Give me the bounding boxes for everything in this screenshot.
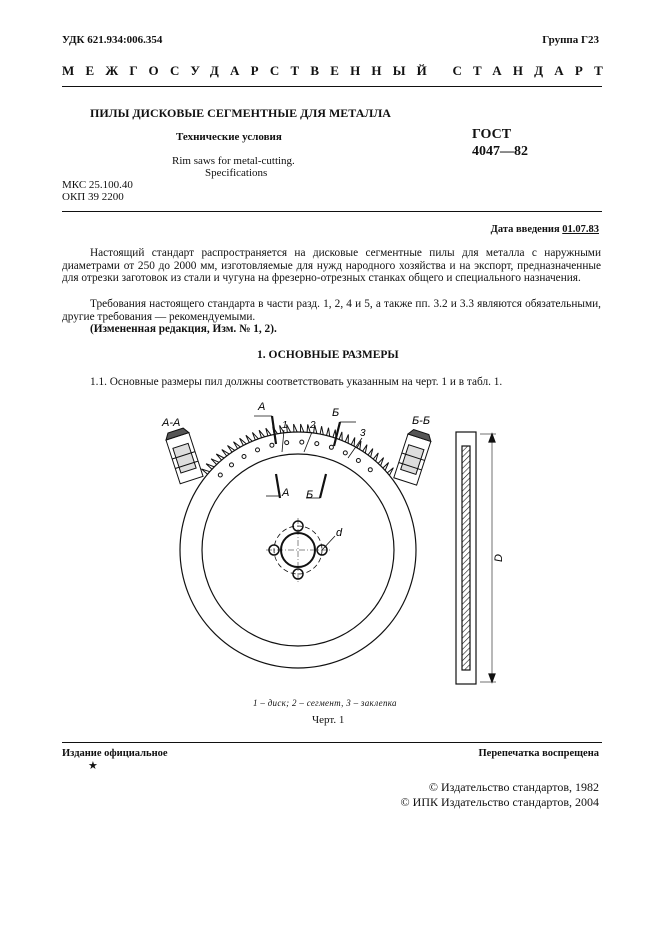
label-part-3: 3	[360, 428, 366, 439]
saw-tooth	[345, 435, 348, 444]
disc-inner-circle	[202, 454, 394, 646]
rivet-icon	[368, 468, 372, 472]
label-part-1: 1	[282, 420, 288, 431]
rivet-icon	[218, 473, 222, 477]
saw-tooth	[266, 428, 271, 436]
top-rule	[62, 86, 602, 87]
footer-rule	[62, 742, 602, 743]
reprint-prohibited: Перепечатка воспрещена	[478, 748, 599, 759]
saw-tooth	[294, 424, 298, 432]
standard-type-heading: МЕЖГОСУДАРСТВЕННЫЙ СТАНДАРТ	[62, 63, 615, 78]
document-title: ПИЛЫ ДИСКОВЫЕ СЕГМЕНТНЫЕ ДЛЯ МЕТАЛЛА	[90, 106, 391, 120]
rivet-icon	[242, 455, 246, 459]
english-title-line1: Rim saws for metal-cutting.	[172, 155, 295, 167]
saw-tooth	[327, 428, 330, 437]
section-heading: 1. ОСНОВНЫЕ РАЗМЕРЫ	[257, 349, 399, 361]
effective-date-label: Дата введения	[490, 224, 563, 235]
group-code: Группа Г23	[542, 34, 599, 46]
label-cut-b-bottom: Б	[306, 489, 314, 501]
rivet-icon	[329, 445, 333, 449]
label-cut-b-top: Б	[332, 407, 340, 419]
okp-code: ОКП 39 2200	[62, 191, 124, 203]
rivet-icon	[315, 442, 319, 446]
label-section-aa: А-А	[162, 417, 181, 429]
gost-label: ГОСТ	[472, 127, 512, 142]
rivet-icon	[343, 451, 347, 455]
document-subtitle: Технические условия	[176, 131, 282, 143]
cut-line-a-bottom	[276, 474, 280, 498]
english-title-line2: Specifications	[205, 167, 268, 179]
rivet-icon	[256, 448, 260, 452]
saw-tooth	[320, 426, 323, 435]
rivet-icon	[230, 463, 234, 467]
rivet-icon	[270, 443, 274, 447]
hub-bore	[281, 533, 315, 567]
label-outer-d: D	[493, 554, 505, 562]
star-mark: ★	[88, 760, 98, 772]
effective-date	[491, 224, 599, 235]
paragraph-amendment: (Измененная редакция, Изм. № 1, 2).	[90, 323, 277, 335]
effective-date-value: 01.07.83	[562, 224, 599, 235]
mks-code: МКС 25.100.40	[62, 179, 133, 191]
label-section-bb: Б-Б	[412, 415, 430, 427]
rivet-icon	[300, 440, 304, 444]
paragraph-1-1: 1.1. Основные размеры пил должны соответствовать указанным на черт. 1 и в табл. 1.	[90, 376, 503, 388]
section-bb-detail	[394, 428, 433, 485]
copyright-2004: © ИПК Издательство стандартов, 2004	[400, 795, 599, 809]
saw-tooth	[301, 424, 304, 432]
side-profile	[456, 432, 496, 684]
rivet-icon	[285, 441, 289, 445]
rivet-icon	[356, 459, 360, 463]
cut-line-b-top	[334, 422, 340, 446]
label-cut-a-top: А	[258, 401, 266, 413]
copyright-1982: © Издательство стандартов, 1982	[428, 780, 599, 794]
paragraph-requirements: Требования настоящего стандарта в части разд. 1, 2, 4 и 5, а также пп. 3.2 и 3.3 являются обязательными, другие требования — рекомендуемыми.	[62, 298, 601, 323]
label-part-2: 2	[310, 420, 316, 431]
paragraph-scope: Настоящий стандарт распространяется на дисковые сегментные пилы для металла с наружными диаметрами от 250 до 2000 мм, изготовляемые для нужд народного хозяйства и на экспорт, предназначенные для отрезки заготовок из стали и чугуна на фрезерно-отрезных станках общего и специального назначения.	[62, 247, 601, 285]
gost-number: 4047—82	[472, 144, 528, 159]
saw-drawing	[150, 390, 520, 690]
disc-outer-circle	[180, 432, 416, 668]
label-bore-d: d	[336, 527, 343, 539]
section-aa-detail	[164, 427, 203, 484]
udk-code: УДК 621.934:006.354	[62, 34, 163, 46]
title-rule	[62, 211, 602, 212]
official-edition: Издание официальное	[62, 748, 168, 759]
cut-line-b-bottom	[320, 474, 326, 498]
label-cut-a-bottom: А	[282, 487, 290, 499]
figure-caption: 1 – диск; 2 – сегмент, 3 – заклепка	[253, 698, 397, 708]
saw-tooth	[339, 432, 342, 441]
figure-number: Черт. 1	[312, 714, 345, 726]
